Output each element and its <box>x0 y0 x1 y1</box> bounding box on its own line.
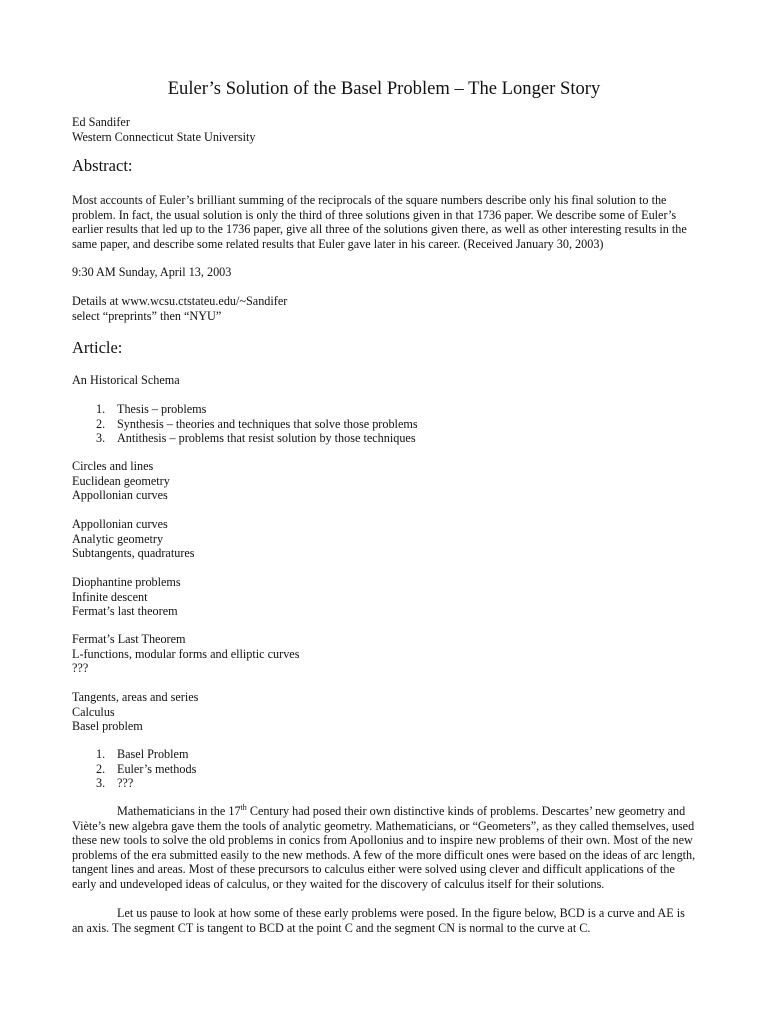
abstract-body: Most accounts of Euler’s brilliant summing of the reciprocals of the square numbers describe only his final solution to the problem. In fact, the usual solution is only the third of three solutions given in that 1736 paper. We describe some of Euler’s earlier results that led up to the 1736 paper, give all three of the solutions given there, as well as other interesting results in the same paper, and describe some related results that Euler gave later in his career. (Received January 30, 2003) <box>72 193 687 251</box>
author-affiliation: Western Connecticut State University <box>72 129 256 144</box>
schema-title: An Historical Schema <box>72 373 180 387</box>
paper-title: Euler’s Solution of the Basel Problem – The Longer Story <box>167 78 601 99</box>
body-paragraph-2: Let us pause to look at how some of these early problems were posed. In the figure below, BCD is a curve and AE is an axis. The segment CT is tangent to BCD at the point C and the segment CN is normal to the curve at C. <box>72 906 685 935</box>
schema-group-3: Diophantine problems Infinite descent Fermat’s last theorem <box>72 575 181 619</box>
details-block <box>72 294 287 323</box>
list-item: 2. Euler’s methods <box>96 761 197 776</box>
details-url-line: Details at www.wcsu.ctstateu.edu/~Sandifer <box>72 294 288 308</box>
schema-group-2: Appollonian curves Analytic geometry Subtangents, quadratures <box>72 517 195 561</box>
author-block <box>72 115 255 144</box>
basel-list <box>72 747 196 791</box>
list-item: 1. Thesis – problems <box>96 402 207 416</box>
talk-datetime: 9:30 AM Sunday, April 13, 2003 <box>72 265 232 279</box>
schema-group-5: Tangents, areas and series Calculus Basel problem <box>72 690 199 734</box>
schema-group-4: Fermat’s Last Theorem L-functions, modular forms and elliptic curves ??? <box>72 632 300 676</box>
list-item: 1. Basel Problem <box>96 747 189 761</box>
body-paragraph-1: Mathematicians in the 17th Century had posed their own distinctive kinds of problems. Descartes’ new geometry and Viète’s new algebra gave them the tools of analytic geometry. Mathematicians, or “Geometers”, as they called themselves, used these new tools to solve the old problems in conics from Apollonius and to inspire new problems of their own. Most of the new problems of the era submitted easily to the new methods. A few of the more difficult ones were based on the ideas of arc length, tangent lines and areas. Most of these precursors to calculus either were solved using clever and difficult applications of the early and undeveloped ideas of calculus, or they waited for the discovery of calculus itself for their solutions. <box>72 803 696 891</box>
author-name: Ed Sandifer <box>72 115 130 129</box>
abstract-heading: Abstract: <box>72 156 133 175</box>
list-item: 3. ??? <box>96 776 134 791</box>
list-item: 2. Synthesis – theories and techniques that solve those problems <box>96 416 418 431</box>
list-item: 3. Antithesis – problems that resist solution by those techniques <box>96 431 416 446</box>
details-select-line: select “preprints” then “NYU” <box>72 308 222 323</box>
schema-group-1: Circles and lines Euclidean geometry Appollonian curves <box>72 459 170 503</box>
article-heading: Article: <box>72 338 123 357</box>
schema-list <box>72 402 418 446</box>
